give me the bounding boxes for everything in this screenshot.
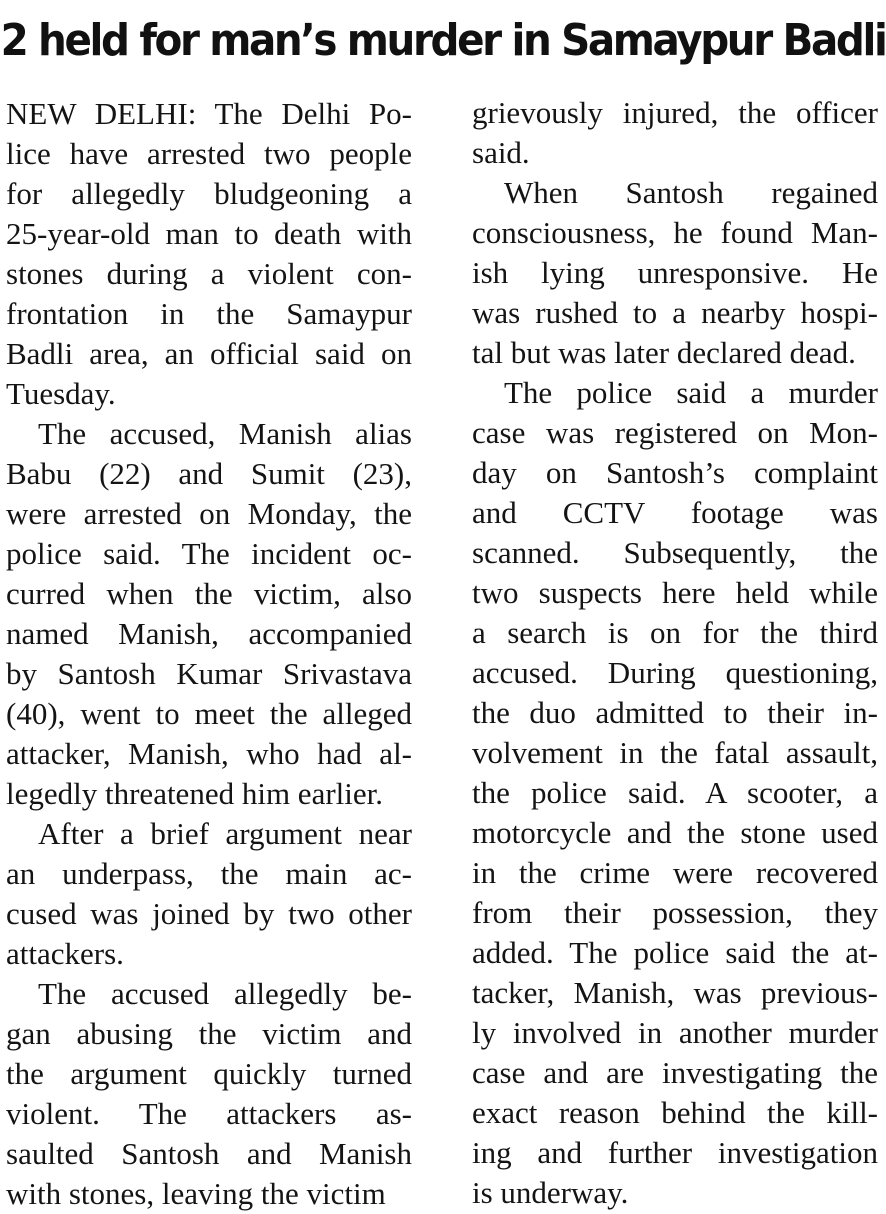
article-line: frontation in the Samaypur bbox=[6, 296, 412, 331]
article-line: exact reason behind the kill- bbox=[472, 1095, 878, 1130]
article-line: violent. The attackers as- bbox=[6, 1096, 412, 1131]
article-line: with stones, leaving the victim bbox=[6, 1176, 386, 1211]
article-line: cused was joined by two other bbox=[6, 896, 412, 931]
article-paragraph bbox=[472, 173, 878, 373]
article-line: a search is on for the third bbox=[472, 615, 878, 650]
article-line: stones during a violent con- bbox=[6, 256, 412, 291]
article-line: 25-year-old man to death with bbox=[6, 216, 412, 251]
article-line: and CCTV footage was bbox=[472, 495, 878, 530]
article-column-right bbox=[472, 93, 878, 1213]
article-line: (40), went to meet the alleged bbox=[6, 696, 412, 731]
article-line: gan abusing the victim and bbox=[6, 1016, 412, 1051]
article-paragraph bbox=[6, 974, 412, 1214]
article-line: tacker, Manish, was previous- bbox=[472, 975, 878, 1010]
headline: 2 held for man’s murder in Samaypur Badli bbox=[0, 14, 886, 66]
article-line: When Santosh regained bbox=[504, 175, 878, 210]
article-line: for allegedly bludgeoning a bbox=[6, 176, 412, 211]
article-paragraph bbox=[6, 94, 412, 414]
article-line: grievously injured, the officer bbox=[472, 95, 878, 130]
article-line: accused. During questioning, bbox=[472, 655, 878, 690]
article-line: ing and further investigation bbox=[472, 1135, 878, 1170]
article-line: legedly threatened him earlier. bbox=[6, 776, 383, 811]
article-line: The accused, Manish alias bbox=[38, 416, 412, 451]
article-paragraph bbox=[472, 373, 878, 1213]
article-line: is underway. bbox=[472, 1175, 629, 1210]
article-line: from their possession, they bbox=[472, 895, 878, 930]
article-line: the duo admitted to their in- bbox=[472, 695, 878, 730]
article-line: attacker, Manish, who had al- bbox=[6, 736, 412, 771]
article-line: day on Santosh’s complaint bbox=[472, 455, 878, 490]
article-line: ly involved in another murder bbox=[472, 1015, 878, 1050]
article-line: in the crime were recovered bbox=[472, 855, 878, 890]
article-line: two suspects here held while bbox=[472, 575, 878, 610]
article-column-left bbox=[6, 94, 412, 1214]
article-line: consciousness, he found Man- bbox=[472, 215, 878, 250]
article-line: attackers. bbox=[6, 936, 124, 971]
article-paragraph bbox=[472, 93, 878, 173]
article-line: saulted Santosh and Manish bbox=[6, 1136, 412, 1171]
article-line: motorcycle and the stone used bbox=[472, 815, 878, 850]
article-line: named Manish, accompanied bbox=[6, 616, 412, 651]
article-line: volvement in the fatal assault, bbox=[472, 735, 878, 770]
article-line: were arrested on Monday, the bbox=[6, 496, 412, 531]
article-line: curred when the victim, also bbox=[6, 576, 412, 611]
article-line: the police said. A scooter, a bbox=[472, 775, 878, 810]
article-line: an underpass, the main ac- bbox=[6, 856, 412, 891]
article-line: After a brief argument near bbox=[38, 816, 412, 851]
article-line: tal but was later declared dead. bbox=[472, 335, 856, 370]
article-line: The accused allegedly be- bbox=[38, 976, 412, 1011]
article-line: case was registered on Mon- bbox=[472, 415, 878, 450]
article-line: was rushed to a nearby hospi- bbox=[472, 295, 878, 330]
article-line: Tuesday. bbox=[6, 376, 116, 411]
article-line: the argument quickly turned bbox=[6, 1056, 412, 1091]
article-paragraph bbox=[6, 414, 412, 814]
article-line: Badli area, an official said on bbox=[6, 336, 412, 371]
article-line: case and are investigating the bbox=[472, 1055, 878, 1090]
article-line: ish lying unresponsive. He bbox=[472, 255, 878, 290]
article-line: police said. The incident oc- bbox=[6, 536, 412, 571]
article-line: lice have arrested two people bbox=[6, 136, 412, 171]
article-line: Babu (22) and Sumit (23), bbox=[6, 456, 412, 491]
article-paragraph bbox=[6, 814, 412, 974]
article-line: The police said a murder bbox=[504, 375, 878, 410]
article-line: by Santosh Kumar Srivastava bbox=[6, 656, 412, 691]
article-line: scanned. Subsequently, the bbox=[472, 535, 878, 570]
article-line: said. bbox=[472, 135, 530, 170]
article-line: added. The police said the at- bbox=[472, 935, 878, 970]
article-line: NEW DELHI: The Delhi Po- bbox=[6, 96, 412, 131]
